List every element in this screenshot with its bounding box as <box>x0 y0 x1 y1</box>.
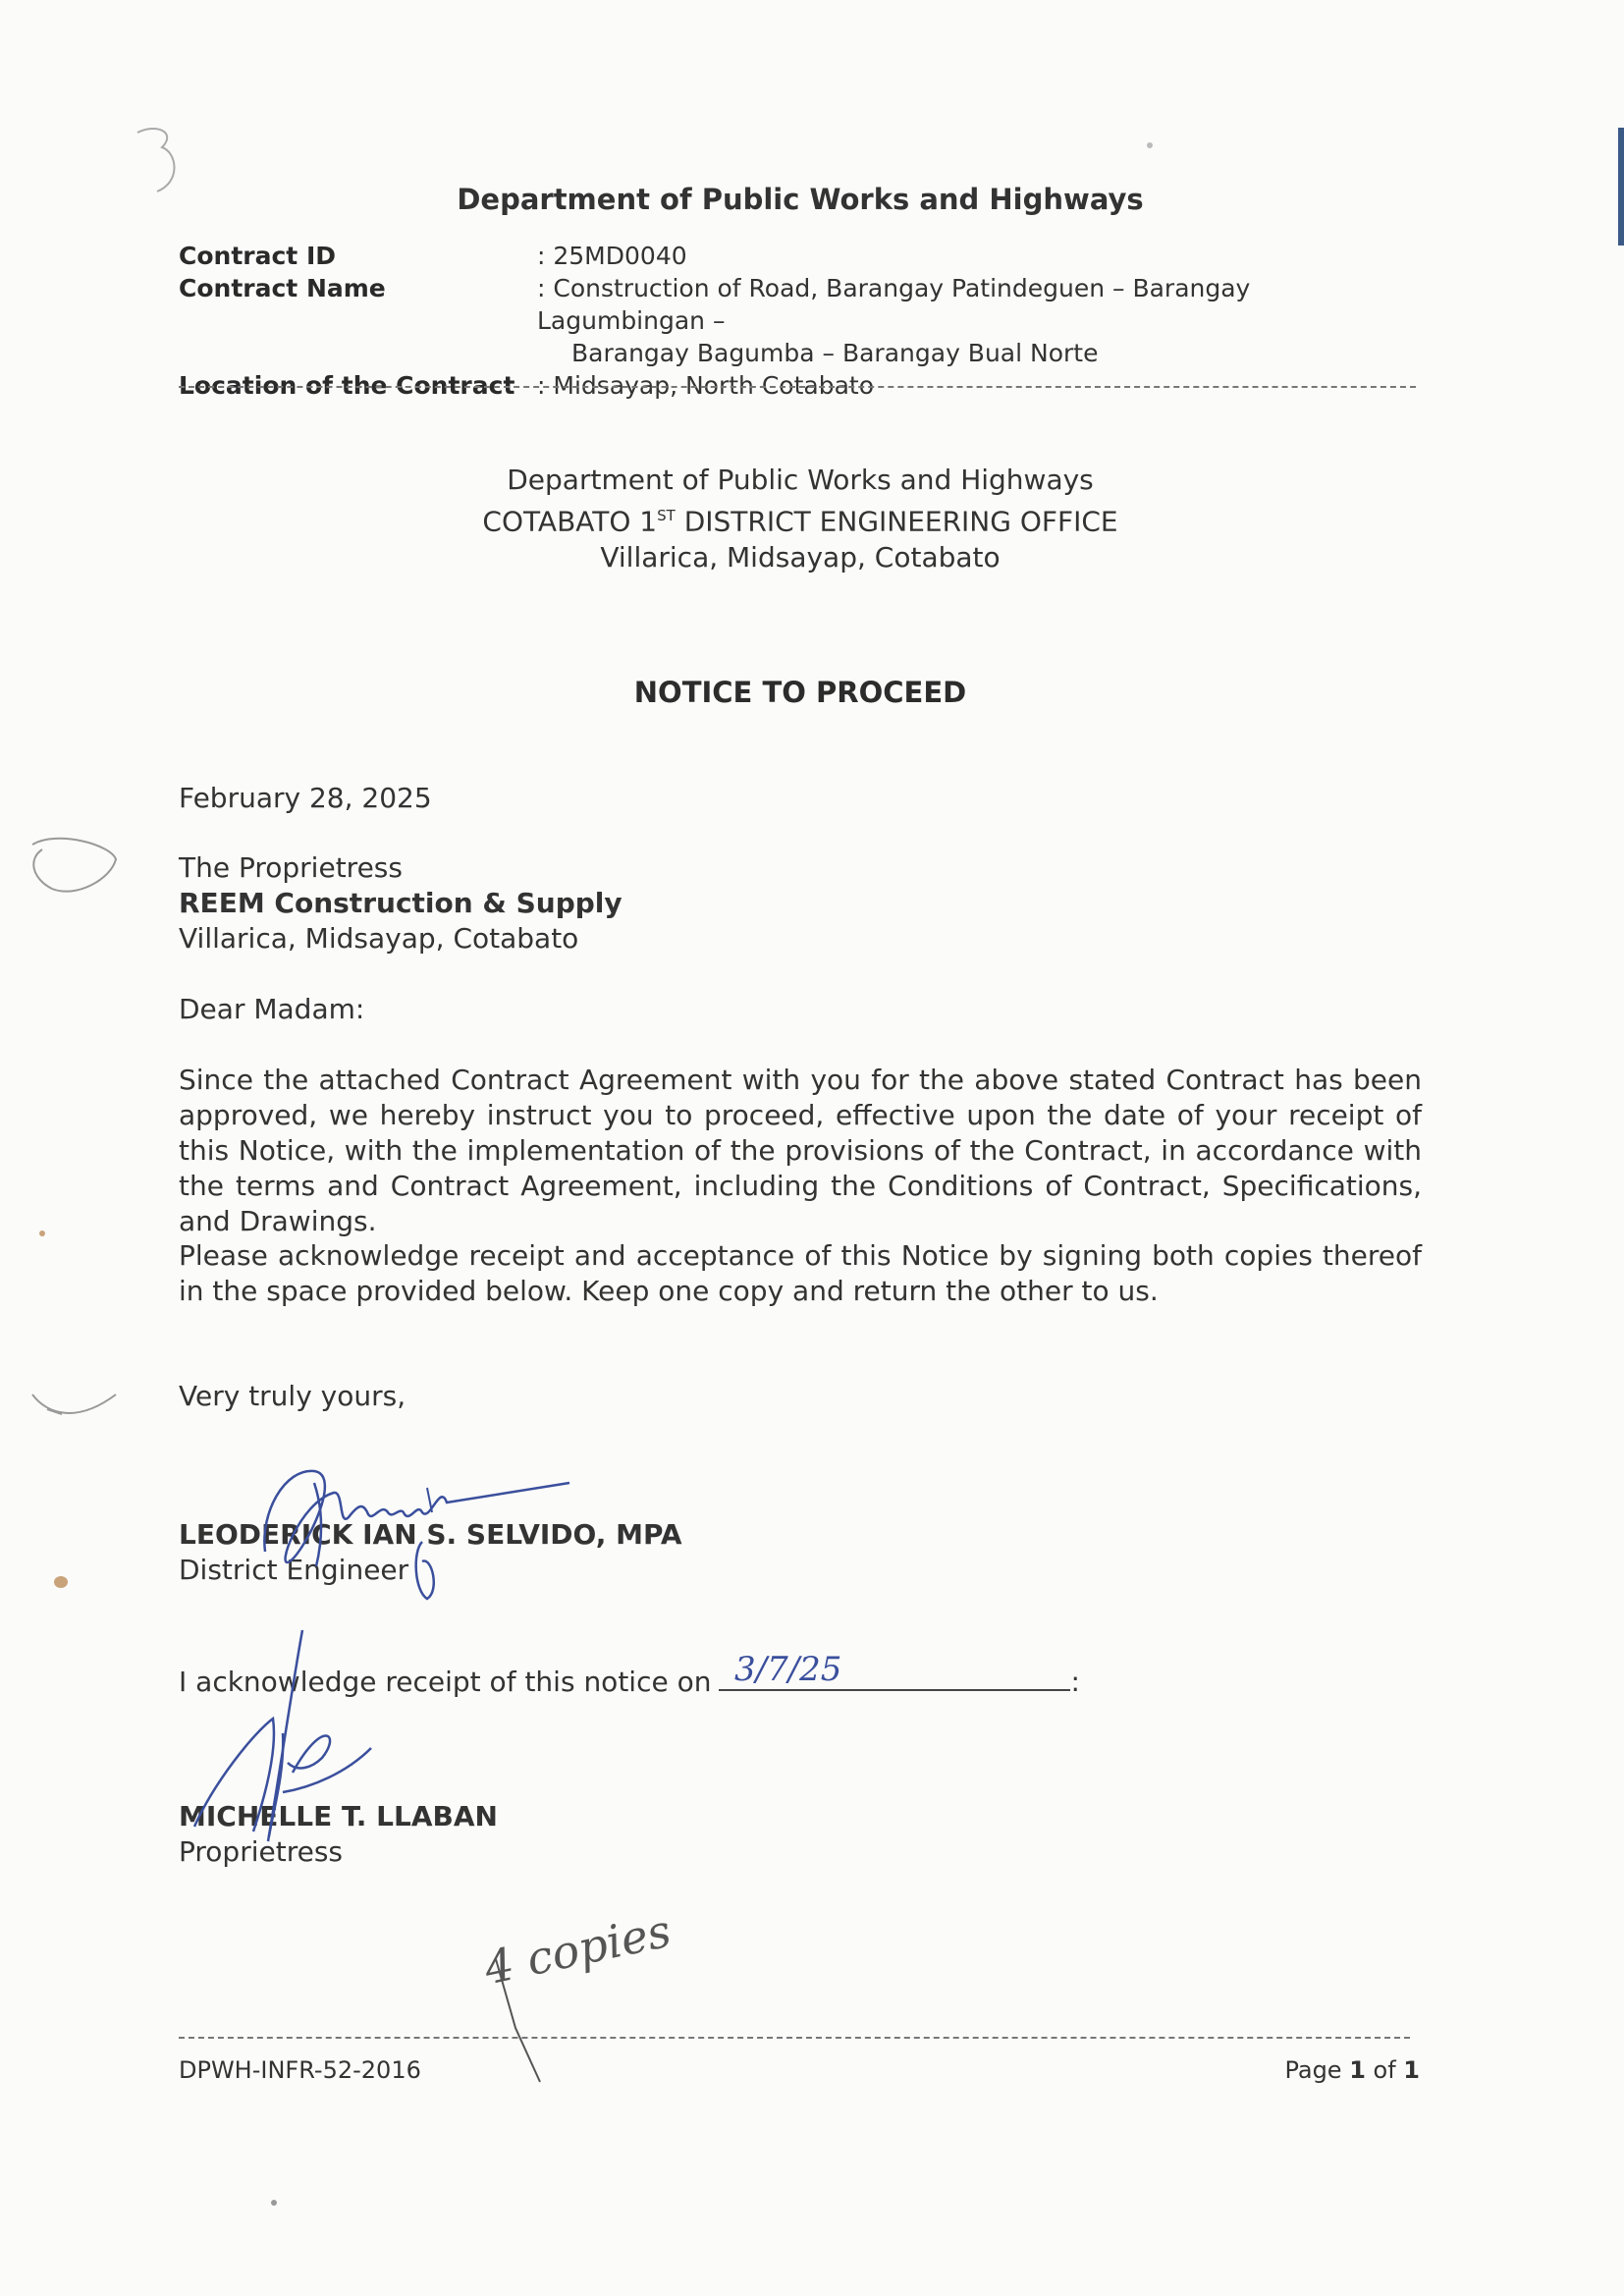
contract-name-label: Contract Name <box>179 274 386 302</box>
contract-name-value <box>537 272 1421 369</box>
office-line1: Department of Public Works and Highways <box>507 464 1094 496</box>
margin-punch-mark <box>18 825 126 903</box>
recipient-title: Proprietress <box>179 1835 343 1868</box>
page-total: 1 <box>1403 2056 1420 2084</box>
closing: Very truly yours, <box>179 1380 406 1412</box>
contract-name-row <box>179 272 1421 369</box>
addressee-address: Villarica, Midsayap, Cotabato <box>179 922 579 955</box>
notice-title: NOTICE TO PROCEED <box>633 676 967 709</box>
office-address-block <box>0 462 1600 575</box>
contract-name-line1: : Construction of Road, Barangay Patindeguen – Barangay Lagumbingan – <box>537 274 1251 335</box>
stain-speck <box>1147 142 1153 148</box>
form-code: DPWH-INFR-52-2016 <box>179 2056 421 2084</box>
handwritten-date: 3/7/25 <box>734 1650 842 1689</box>
acknowledgment-colon: : <box>1070 1666 1080 1698</box>
addressee-block <box>179 850 1422 957</box>
office-line2-pre: COTABATO 1 <box>482 505 658 538</box>
acknowledgment-text: I acknowledge receipt of this notice on <box>179 1666 712 1698</box>
engineer-signature <box>245 1444 579 1640</box>
location-label: Location of the Contract <box>179 371 515 400</box>
header-title: Department of Public Works and Highways <box>457 183 1144 216</box>
page-number <box>1284 2056 1420 2084</box>
footer-divider <box>179 2037 1410 2039</box>
handwritten-note-stroke <box>486 1940 545 2087</box>
office-line2-post: DISTRICT ENGINEERING OFFICE <box>675 505 1118 538</box>
paragraph-1: Since the attached Contract Agreement with you for the above stated Contract has been approved, we hereby instruct you to proceed, effective upon the date of your receipt of this Notice, with the implementation of the provisions of the Contract, in accordance with the terms and Contract Agreement, including the Conditions of Contract, Specifications, and Drawings. <box>179 1064 1422 1237</box>
office-line2 <box>0 498 1600 539</box>
contract-info <box>179 240 1421 402</box>
stain-speck <box>54 1576 68 1588</box>
contract-id-label: Contract ID <box>179 242 336 270</box>
contract-name-line2: Barangay Bagumba – Barangay Bual Norte <box>571 339 1099 367</box>
letter-date: February 28, 2025 <box>179 782 432 814</box>
corner-pencil-mark <box>118 113 206 211</box>
office-line3: Villarica, Midsayap, Cotabato <box>600 541 1001 574</box>
addressee-line1: The Proprietress <box>179 851 403 884</box>
page-pre: Page <box>1284 2056 1350 2084</box>
salutation: Dear Madam: <box>179 993 365 1025</box>
page-mid: of <box>1365 2056 1404 2084</box>
signatory-name: LEODERICK IAN S. SELVIDO, MPA <box>179 1518 682 1551</box>
page-num: 1 <box>1349 2056 1366 2084</box>
margin-punch-mark-2 <box>18 1375 126 1453</box>
stain-speck <box>271 2200 277 2206</box>
stain-speck <box>39 1230 45 1236</box>
paragraph-2: Please acknowledge receipt and acceptance of this Notice by signing both copies thereof in the space provided below. Keep one copy and return the other to us. <box>179 1239 1422 1307</box>
recipient-name: MICHELLE T. LLABAN <box>179 1800 498 1832</box>
handwritten-note: 4 copies <box>479 1903 676 1995</box>
office-line2-sup: ST <box>657 507 676 524</box>
header-divider <box>179 386 1416 388</box>
location-value: : Midsayap, North Cotabato <box>537 371 875 400</box>
addressee-company: REEM Construction & Supply <box>179 887 623 919</box>
recipient-signature <box>175 1625 391 1851</box>
signatory-title: District Engineer <box>179 1554 409 1586</box>
contract-id-value: : 25MD0040 <box>537 242 687 270</box>
contract-id-row <box>179 240 1421 272</box>
page-edge-mark <box>1618 128 1624 246</box>
